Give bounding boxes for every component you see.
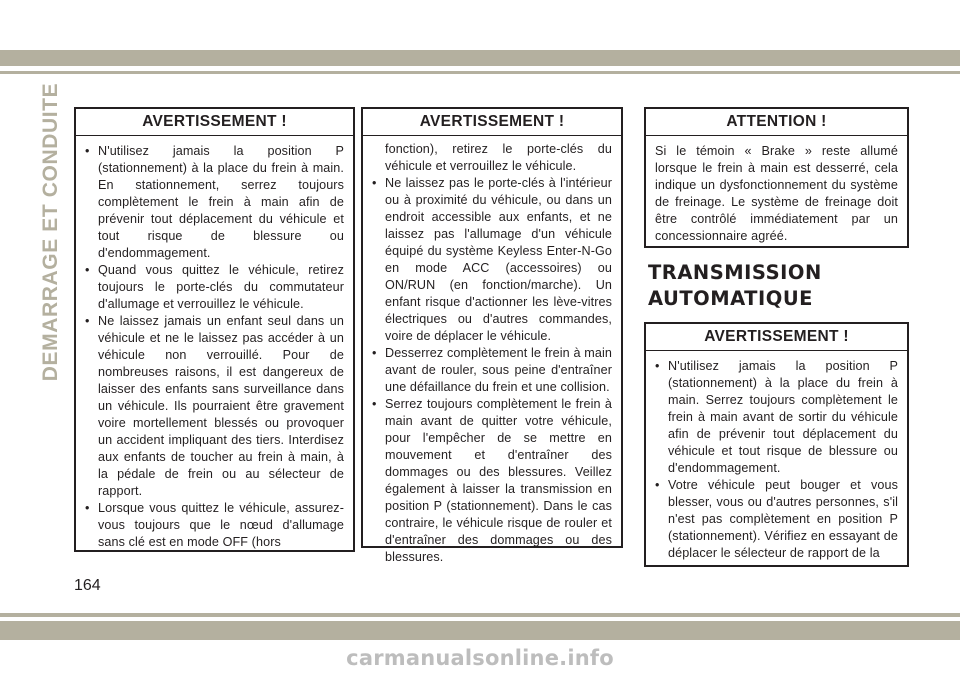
watermark: carmanualsonline.info <box>346 646 614 670</box>
chapter-side-tab <box>36 82 66 382</box>
warning-box-3-list <box>655 358 898 562</box>
page-number: 164 <box>74 577 101 594</box>
header-band <box>0 50 960 66</box>
chapter-title: DEMARRAGE ET CONDUITE <box>39 82 63 382</box>
footer-band <box>0 621 960 640</box>
list-item: • Ne laissez jamais un enfant seul dans un véhicule et ne le laissez pas accéder à un véhicule non verrouillé. Pour de nombreuses raisons, il est dangereux de laisser des enfants sans surveillance dans un véhicule. Ils pourraient être gravement voire mortellement blessés ou provoquer un accident impliquant des tiers. Interdisez aux enfants de toucher au frein à main, à la pédale de frein ou au sélecteur de rapport. <box>85 313 344 500</box>
list-item: • Votre véhicule peut bouger et vous blesser, vous ou d'autres personnes, s'il n'est pas complètement en position P (stationnement). Vérifiez en essayant de déplacer le sélecteur de rapport de la <box>655 477 898 562</box>
header-rule <box>0 71 960 74</box>
warning-box-1-list <box>85 143 344 551</box>
list-item: • N'utilisez jamais la position P (stationnement) à la place du frein à main. En stationnement, serrez toujours complètement le frein à main afin de prévenir tout déplacement du véhicule et tout risque de blessure ou d'endommagement. <box>85 143 344 262</box>
list-item-continuation: fonction), retirez le porte-clés du véhicule et verrouillez le véhicule. <box>385 142 612 173</box>
caution-text: Si le témoin « Brake » reste allumé lorsque le frein à main est desserré, cela indique un dysfonctionnement du système de freinage. Le système de freinage doit être contrôlé immédiatement par un concessionnaire agréé. <box>655 144 898 243</box>
warning-box-3-title: AVERTISSEMENT ! <box>646 324 907 351</box>
warning-box-3 <box>644 322 909 567</box>
section-heading-line-2: AUTOMATIQUE <box>648 287 813 310</box>
warning-box-1 <box>74 107 355 552</box>
warning-box-2 <box>361 107 623 564</box>
warning-box-2-list <box>372 141 612 566</box>
caution-box-title: ATTENTION ! <box>646 109 907 136</box>
list-item: • Desserrez complètement le frein à main avant de rouler, sous peine d'entraîner une défaillance du frein et une collision. <box>372 345 612 396</box>
warning-box-2-title: AVERTISSEMENT ! <box>363 109 621 136</box>
caution-box <box>644 107 909 248</box>
list-item: • N'utilisez jamais la position P (stationnement) à la place du frein à main. Serrez toujours complètement le frein à main avant de sortir du véhicule afin de prévenir tout déplacement du véhicule et tout risque de blessure ou d'endommagement. <box>655 358 898 477</box>
warning-box-1-title: AVERTISSEMENT ! <box>76 109 353 136</box>
list-item: • Serrez toujours complètement le frein à main avant de quitter votre véhicule, pour l'empêcher de se mettre en mouvement et d'entraîner des dommages ou des blessures. Veillez également à laisser la transmission en position P (stationnement). Dans le cas contraire, le véhicule risque de rouler et d'entraîner des dommages ou des blessures. <box>372 396 612 566</box>
list-item: • Ne laissez pas le porte-clés à l'intérieur ou à proximité du véhicule, ou dans un endroit accessible aux enfants, et ne laissez pas l'allumage d'un véhicule équipé du système Keyless Enter-N-Go en mode ACC (accessoires) ou ON/RUN (en fonction/marche). Un enfant risque d'actionner les lève-vitres électriques ou d'autres commandes, voire de déplacer le véhicule. <box>372 175 612 345</box>
section-heading <box>648 260 938 312</box>
list-item: • Quand vous quittez le véhicule, retirez toujours le porte-clés du commutateur d'allumage et verrouillez le véhicule. <box>85 262 344 313</box>
footer-rule <box>0 613 960 617</box>
list-item: • Lorsque vous quittez le véhicule, assurez-vous toujours que le nœud d'allumage sans clé est en mode OFF (hors <box>85 500 344 551</box>
section-heading-line-1: TRANSMISSION <box>648 261 822 284</box>
